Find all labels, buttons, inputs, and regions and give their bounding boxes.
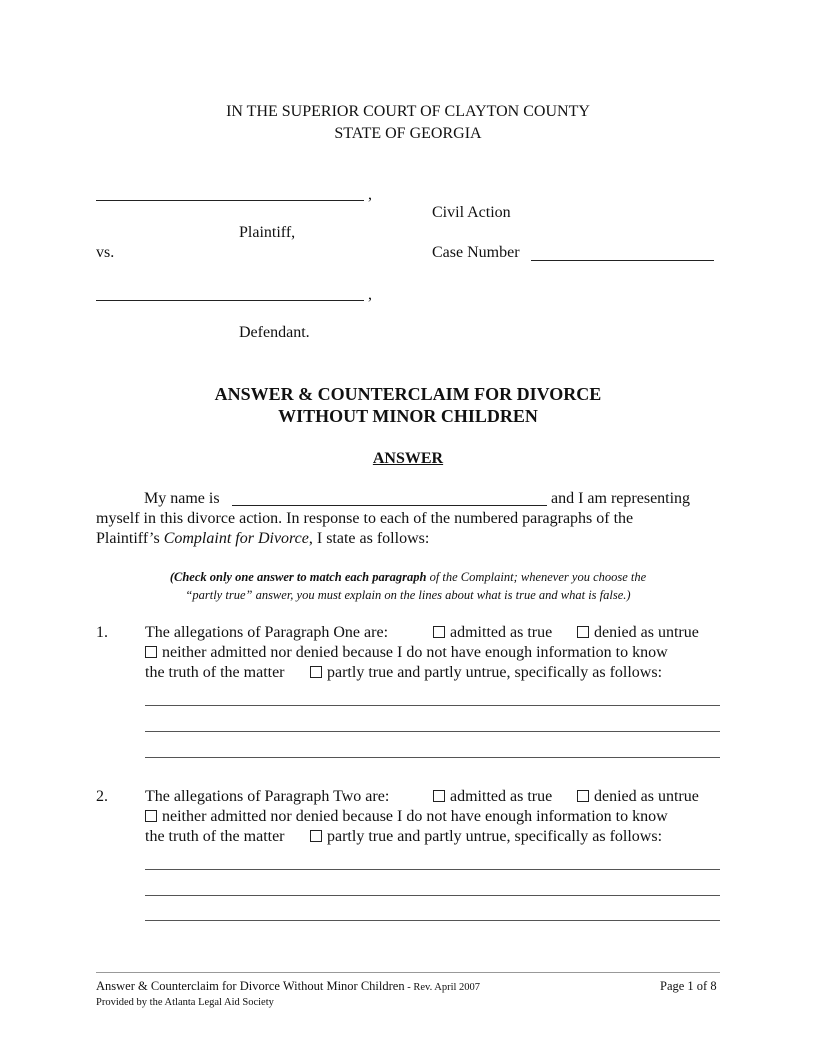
- explanation-line[interactable]: [145, 757, 720, 758]
- checkbox[interactable]: [577, 626, 589, 638]
- intro-line2: myself in this divorce action. In response to each of the numbered paragraphs of the: [96, 510, 634, 527]
- document-title-line2: WITHOUT MINOR CHILDREN: [278, 406, 538, 426]
- respondent-name-field[interactable]: [232, 505, 547, 506]
- paragraph-number: 2.: [96, 788, 108, 805]
- plaintiff-comma: ,: [368, 186, 372, 203]
- footer-revision: - Rev. April 2007: [404, 982, 481, 993]
- paragraph-lead: The allegations of Paragraph Two are:: [145, 788, 390, 805]
- option-label: admitted as true: [450, 624, 553, 641]
- case-number-label: Case Number: [432, 244, 520, 261]
- option-label: neither admitted nor denied because I do not have enough information to know: [162, 808, 668, 825]
- option-label: partly true and partly untrue, specifically as follows:: [327, 828, 663, 845]
- footer-provider: Provided by the Atlanta Legal Aid Society: [96, 997, 274, 1008]
- intro-line3: [96, 529, 429, 549]
- option-neither-cont: the truth of the matter: [145, 664, 285, 681]
- option-denied[interactable]: [577, 787, 699, 807]
- checkbox[interactable]: [145, 646, 157, 658]
- option-admitted[interactable]: [433, 623, 552, 643]
- plaintiff-label: Plaintiff,: [239, 224, 296, 241]
- checkbox[interactable]: [433, 790, 445, 802]
- document-title-line1: ANSWER & COUNTERCLAIM FOR DIVORCE: [214, 384, 602, 404]
- defendant-name-line[interactable]: [96, 300, 364, 301]
- footer-divider: [96, 972, 720, 973]
- checkbox[interactable]: [433, 626, 445, 638]
- court-name: IN THE SUPERIOR COURT OF CLAYTON COUNTY: [226, 103, 590, 120]
- paragraph-number: 1.: [96, 624, 108, 641]
- court-state: STATE OF GEORGIA: [334, 125, 482, 142]
- paragraph-lead: The allegations of Paragraph One are:: [145, 624, 389, 641]
- civil-action-label: Civil Action: [432, 204, 511, 221]
- checkbox[interactable]: [310, 666, 322, 678]
- option-partly[interactable]: [310, 827, 662, 847]
- option-neither[interactable]: [145, 643, 668, 663]
- instructions-line2: “partly true” answer, you must explain on the lines about what is true and what is false.): [185, 588, 631, 602]
- option-admitted[interactable]: [433, 787, 552, 807]
- vs-label: vs.: [96, 244, 115, 261]
- instructions-bold: (Check only one answer to match each paragraph: [169, 570, 427, 584]
- option-partly[interactable]: [310, 663, 662, 683]
- explanation-line[interactable]: [145, 895, 720, 896]
- complaint-title: Complaint for Divorce: [163, 530, 309, 547]
- footer-title: [96, 979, 480, 994]
- intro-name-prefix: My name is: [144, 490, 220, 507]
- option-label: admitted as true: [450, 788, 553, 805]
- option-label: partly true and partly untrue, specifically as follows:: [327, 664, 663, 681]
- option-neither[interactable]: [145, 807, 668, 827]
- option-label: denied as untrue: [594, 788, 699, 805]
- intro-line3-suffix: , I state as follows:: [308, 530, 430, 547]
- answer-heading: ANSWER: [372, 450, 444, 467]
- checkbox[interactable]: [577, 790, 589, 802]
- intro-name-suffix: and I am representing: [551, 490, 691, 507]
- case-number-field[interactable]: [531, 260, 714, 261]
- intro-line3-prefix: Plaintiff’s: [96, 530, 164, 547]
- option-label: denied as untrue: [594, 624, 699, 641]
- option-denied[interactable]: [577, 623, 699, 643]
- defendant-comma: ,: [368, 286, 372, 303]
- page-number: Page 1 of 8: [660, 979, 717, 993]
- checkbox[interactable]: [310, 830, 322, 842]
- explanation-line[interactable]: [145, 731, 720, 732]
- explanation-line[interactable]: [145, 920, 720, 921]
- option-label: neither admitted nor denied because I do not have enough information to know: [162, 644, 668, 661]
- explanation-line[interactable]: [145, 705, 720, 706]
- explanation-line[interactable]: [145, 869, 720, 870]
- checkbox[interactable]: [145, 810, 157, 822]
- defendant-label: Defendant.: [239, 324, 310, 341]
- instructions-line1: [0, 568, 816, 586]
- footer-doc-title: Answer & Counterclaim for Divorce Without Minor Children: [96, 979, 405, 993]
- instructions-rest: of the Complaint; whenever you choose the: [426, 570, 647, 584]
- option-neither-cont: the truth of the matter: [145, 828, 285, 845]
- plaintiff-name-line[interactable]: [96, 200, 364, 201]
